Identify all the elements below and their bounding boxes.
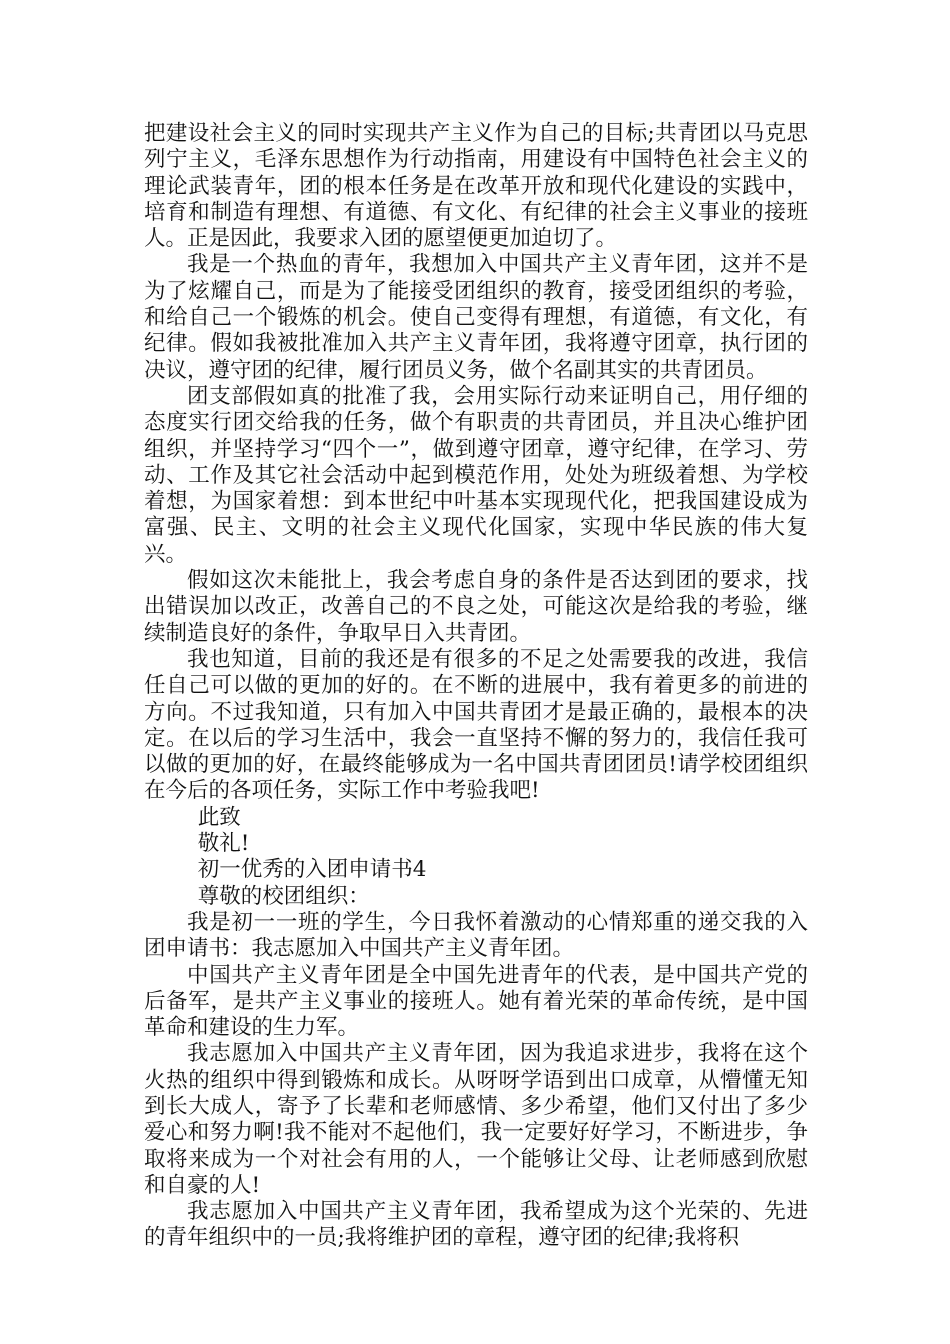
paragraph: 中国共产主义青年团是全中国先进青年的代表，是中国共产党的后备军，是共产主义事业的接班人。她有着光荣的革命传统，是中国革命和建设的生力军。 xyxy=(144,962,808,1041)
paragraph: 我志愿加入中国共产主义青年团，我希望成为这个光荣的、先进的青年组织中的一员;我将维护团的章程，遵守团的纪律;我将积 xyxy=(144,1199,808,1251)
paragraph: 我志愿加入中国共产主义青年团，因为我追求进步，我将在这个火热的组织中得到锻炼和成长。从呀呀学语到出口成章，从懵懂无知到长大成人，寄予了长辈和老师感情、多少希望，他们又付出了多少爱心和努力啊!我不能对不起他们，我一定要好好学习，不断进步，争取将来成为一个对社会有用的人，一个能够让父母、让老师感到欣慰和自豪的人! xyxy=(144,1041,808,1198)
closing-regards: 敬礼! xyxy=(197,831,250,857)
paragraph: 假如这次未能批上，我会考虑自身的条件是否达到团的要求，找出错误加以改正，改善自己的不良之处，可能这次是给我的考验，继续制造良好的条件，争取早日入共青团。 xyxy=(144,568,808,646)
paragraph: 我是一个热血的青年，我想加入中国共产主义青年团，这并不是为了炫耀自己，而是为了能接受团组织的教育，接受团组织的考验，和给自己一个锻炼的机会。使自己变得有理想，有道德，有文化，有纪律。假如我被批准加入共产主义青年团，我将遵守团章，执行团的决议，遵守团的纪律，履行团员义务，做个名副其实的共青团员。 xyxy=(144,252,808,383)
salutation: 尊敬的校团组织： xyxy=(197,883,370,909)
section-heading: 初一优秀的入团申请书4 xyxy=(197,857,427,883)
closing-line: 此致 xyxy=(197,804,241,830)
paragraph: 我也知道，目前的我还是有很多的不足之处需要我的改进，我信任自己可以做的更加的好的。在不断的进展中，我有着更多的前进的方向。不过我知道，只有加入中国共青团才是最正确的，最根本的决定。在以后的学习生活中，我会一直坚持不懈的努力的，我信任我可以做的更加的好，在最终能够成为一名中国共青团团员!请学校团组织在今后的各项任务，实际工作中考验我吧! xyxy=(144,646,808,804)
paragraph: 团支部假如真的批准了我，会用实际行动来证明自己，用仔细的态度实行团交给我的任务，做个有职责的共青团员，并且决心维护团组织，并坚持学习“四个一”，做到遵守团章，遵守纪律，在学习、劳动、工作及其它社会活动中起到模范作用，处处为班级着想、为学校着想，为国家着想：到本世纪中叶基本实现现代化，把我国建设成为富强、民主、文明的社会主义现代化国家，实现中华民族的伟大复兴。 xyxy=(144,383,808,567)
document-body xyxy=(144,121,808,1252)
paragraph: 我是初一一班的学生，今日我怀着激动的心情郑重的递交我的入团申请书：我志愿加入中国共产主义青年团。 xyxy=(144,909,808,962)
paragraph-continued: 把建设社会主义的同时实现共产主义作为自己的目标;共青团以马克思列宁主义，毛泽东思想作为行动指南，用建设有中国特色社会主义的理论武装青年，团的根本任务是在改革开放和现代化建设的实践中，培育和制造有理想、有道德、有文化、有纪律的社会主义事业的接班人。正是因此，我要求入团的愿望便更加迫切了。 xyxy=(144,121,808,252)
